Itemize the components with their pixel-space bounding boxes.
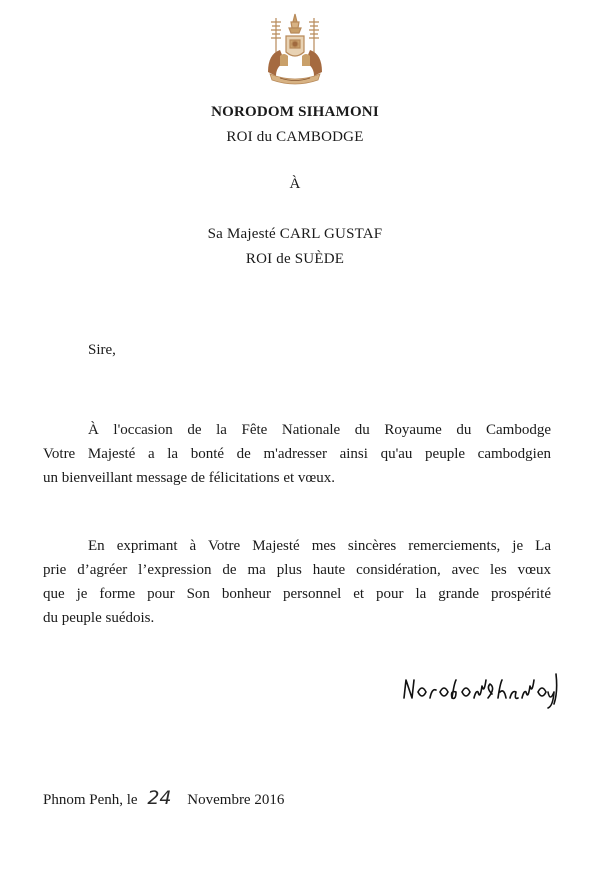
date-place: Phnom Penh, le (43, 792, 138, 808)
paragraph-1-line: Votre Majesté a la bonté de m'adresser ainsi qu'au peuple cambodgien (43, 446, 551, 462)
handwritten-signature (400, 670, 560, 710)
recipient-title: ROI de SUÈDE (245, 251, 345, 267)
date-day-handwritten: 24 (147, 787, 172, 809)
recipient-name: Sa Majesté CARL GUSTAF (207, 226, 383, 242)
sender-title: ROI du CAMBODGE (226, 129, 364, 145)
paragraph-2-line: En exprimant à Votre Majesté mes sincères remerciements, je La (88, 538, 551, 554)
paragraph-2-line: prie d’agréer l’expression de ma plus haute considération, avec les vœux (43, 562, 551, 578)
paragraph-1 (43, 418, 551, 490)
sender-name: NORODOM SIHAMONI (211, 104, 379, 120)
date-month-year: Novembre 2016 (187, 792, 285, 808)
salutation: Sire, (88, 342, 116, 358)
paragraph-2-line: que je forme pour Son bonheur personnel et pour la grande prospérité (43, 586, 551, 602)
paragraph-2-line: du peuple suédois. (43, 610, 155, 626)
paragraph-1-line: un bienveillant message de félicitations et vœux. (43, 470, 336, 486)
royal-arms-of-cambodia-icon (262, 12, 328, 86)
date-line (43, 787, 284, 809)
paragraph-2 (43, 534, 551, 630)
paragraph-1-line: À l'occasion de la Fête Nationale du Royaume du Cambodge (88, 422, 551, 438)
to-word: À (289, 176, 301, 192)
